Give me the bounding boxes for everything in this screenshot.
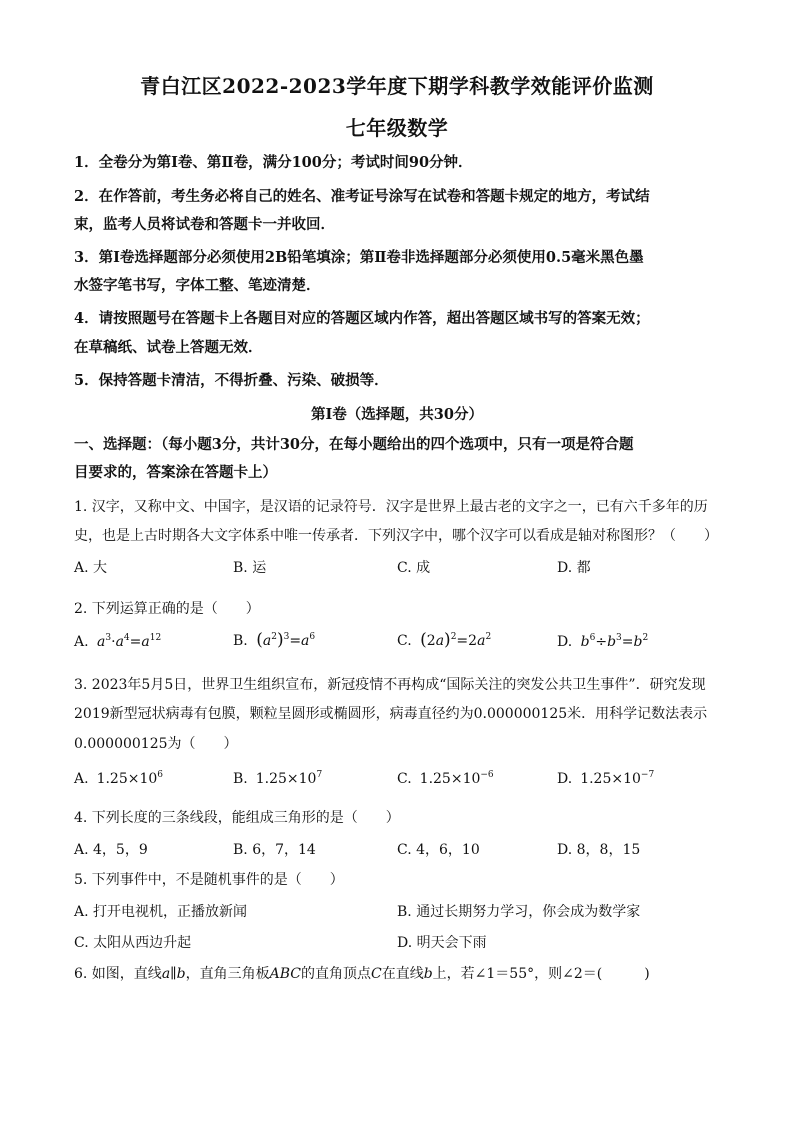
q3-exponent-a: 6 [157, 770, 164, 780]
section-heading-2: 目要求的，答案涂在答题卡上） [74, 464, 277, 481]
q1-stem-2: 史，也是上古时期各大文字体系中唯一传承者．下列汉字中，哪个汉字可以看成是轴对称图形？（ ） [74, 528, 718, 544]
q1-option-b[interactable]: B. 运 [233, 560, 267, 576]
q3-mantissa-c: 1.25×10 [419, 771, 481, 787]
q3-stem-3: 0.000000125为（ ） [74, 736, 238, 752]
q2-expr-a: $a^3\cdot a^4=a^{12}$ [97, 633, 162, 650]
q2-option-a[interactable] [74, 633, 161, 650]
instruction-1: 1．全卷分为第Ⅰ卷、第Ⅱ卷，满分100分；考试时间90分钟． [74, 154, 473, 171]
q2-stem: 2. 下列运算正确的是（ ） [74, 601, 260, 617]
q3-option-c[interactable] [397, 770, 494, 787]
q4-option-d[interactable]: D. 8，8，15 [557, 842, 641, 858]
q3-stem-2: 2019新型冠状病毒有包膜，颗粒呈圆形或椭圆形，病毒直径约为0.000000125米．用科学记数法表示 [74, 706, 708, 722]
q1-option-d[interactable]: D. 都 [557, 560, 591, 576]
q3-label-b: B. [233, 771, 248, 787]
q3-label-a: A. [74, 771, 89, 787]
q4-stem: 4. 下列长度的三条线段，能组成三角形的是（ ） [74, 810, 400, 826]
q3-option-d[interactable] [557, 770, 654, 787]
q4-option-b[interactable]: B. 6，7，14 [233, 842, 316, 858]
instruction-5: 5．保持答题卡清洁，不得折叠、污染、破损等． [74, 372, 389, 389]
q2-label-a: A. [74, 634, 89, 650]
q2-option-c[interactable] [397, 630, 491, 650]
q3-label-c: C. [397, 771, 412, 787]
q2-expr-c: $(2a)^2=2a^2$ [420, 630, 492, 650]
q4-option-c[interactable]: C. 4，6，10 [397, 842, 480, 858]
exam-subtitle: 七年级数学 [345, 116, 449, 140]
instruction-3a: 3．第Ⅰ卷选择题部分必须使用2B铅笔填涂；第Ⅱ卷非选择题部分必须使用0.5毫米黑色墨 [74, 249, 644, 266]
instruction-4b: 在草稿纸、试卷上答题无效． [74, 339, 263, 356]
q1-option-c[interactable]: C. 成 [397, 560, 431, 576]
instruction-4a: 4．请按照题号在答题卡上各题目对应的答题区域内作答，超出答题区域书写的答案无效； [74, 310, 650, 327]
q2-label-c: C. [397, 633, 412, 649]
q2-label-d: D. [557, 634, 573, 650]
q3-exponent-b: 7 [316, 770, 323, 780]
instruction-2a: 2．在作答前，考生务必将自己的姓名、准考证号涂写在试卷和答题卡规定的地方，考试结 [74, 188, 650, 205]
q6-stem: 6. 如图，直线a∥b，直角三角板ABC的直角顶点C在直线b上，若∠1＝55°，则∠2＝( ) [74, 966, 650, 982]
q5-option-c[interactable]: C. 太阳从西边升起 [74, 935, 192, 951]
q5-stem: 5. 下列事件中，不是随机事件的是（ ） [74, 872, 344, 888]
q3-option-b[interactable] [233, 770, 322, 787]
q3-mantissa-d: 1.25×10 [580, 771, 641, 787]
q1-stem-1: 1. 汉字，又称中文、中国字，是汉语的记录符号．汉字是世界上最古老的文字之一，已有六千多年的历 [74, 499, 708, 515]
q3-mantissa-a: 1.25×10 [96, 771, 158, 787]
q3-option-a[interactable] [74, 770, 163, 787]
section-heading-1: 一、选择题：（每小题3分，共计30分，在每小题给出的四个选项中，只有一项是符合题 [74, 436, 634, 453]
exam-title: 青白江区2022-2023学年度下期学科教学效能评价监测 [140, 74, 654, 98]
q2-option-b[interactable] [233, 630, 315, 650]
q2-expr-b: $(a^2)^3=a^6$ [256, 630, 316, 650]
q3-stem-1: 3. 2023年5月5日，世界卫生组织宣布，新冠疫情不再构成“国际关注的突发公共卫生事件”．研究发现 [74, 677, 706, 693]
q5-option-a[interactable]: A. 打开电视机，正播放新闻 [74, 904, 248, 920]
q3-exponent-d: −7 [640, 770, 655, 780]
q3-label-d: D. [557, 771, 573, 787]
instruction-3b: 水签字笔书写，字体工整、笔迹清楚． [74, 277, 321, 294]
q2-option-d[interactable] [557, 633, 648, 650]
q2-expr-d: $b^6\div b^3=b^2$ [580, 633, 649, 650]
q5-option-d[interactable]: D. 明天会下雨 [397, 935, 487, 951]
q3-exponent-c: −6 [480, 770, 494, 780]
instruction-2b: 束，监考人员将试卷和答题卡一并收回． [74, 216, 335, 233]
q2-label-b: B. [233, 633, 248, 649]
q5-option-b[interactable]: B. 通过长期努力学习，你会成为数学家 [397, 904, 641, 920]
q1-option-a[interactable]: A. 大 [74, 560, 108, 576]
q4-option-a[interactable]: A. 4，5，9 [74, 842, 148, 858]
q3-mantissa-b: 1.25×10 [255, 771, 317, 787]
section-title: 第Ⅰ卷（选择题，共30分） [311, 406, 483, 423]
